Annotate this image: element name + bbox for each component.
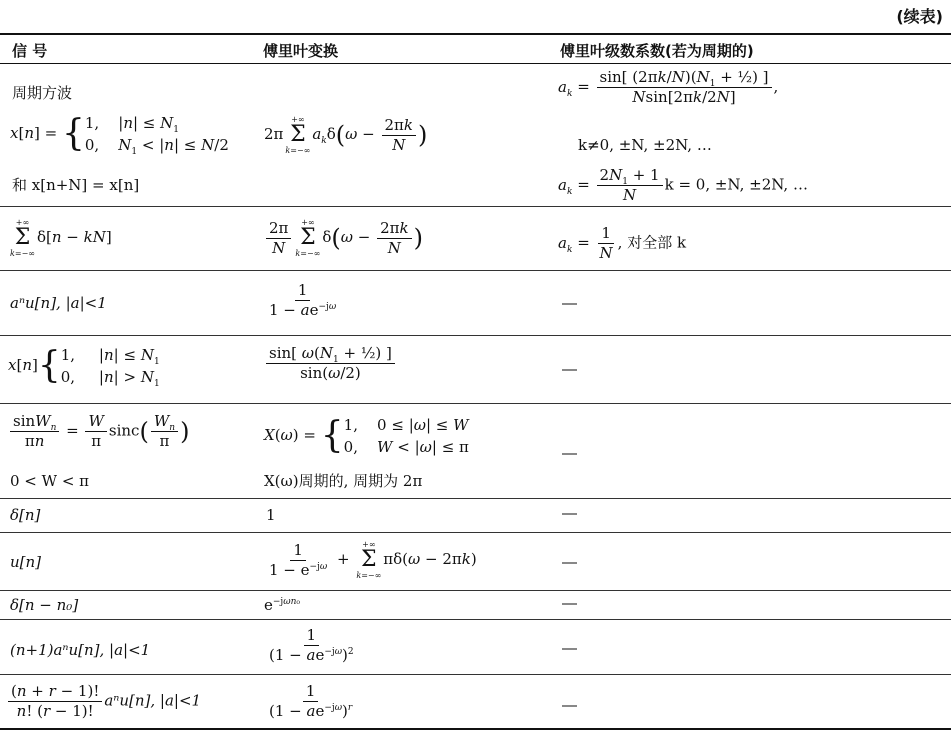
r1-fs-cond1: k≠0, ±N, ±2N, … bbox=[578, 136, 712, 154]
r8-signal: δ[n − n₀] bbox=[10, 596, 79, 614]
r5-ft-periodic: X(ω)周期的, 周期为 2π bbox=[264, 472, 423, 490]
r5-ft: X(ω) = { 1, 0 ≤ |ω| ≤ W 0, W < |ω| ≤ π bbox=[264, 414, 469, 456]
header-fourier-transform: 傅里叶变换 bbox=[263, 42, 339, 60]
r7-ft: $\frac{1}{1 - e^{-j\omega}}$ + +∞ Σ k=−∞ πδ(ω − 2πk) bbox=[269, 540, 477, 580]
table-top-rule bbox=[0, 33, 951, 35]
r5-fs: — bbox=[562, 445, 577, 462]
row-divider bbox=[0, 590, 951, 591]
r8-fs: — bbox=[562, 595, 577, 612]
table-bottom-rule bbox=[0, 728, 951, 730]
r6-signal: δ[n] bbox=[10, 506, 41, 524]
continued-label: (续表) bbox=[896, 7, 943, 26]
r9-ft: $\frac{1}{(1 - ae^{-j\omega})^2}$ bbox=[269, 626, 354, 664]
row-divider bbox=[0, 532, 951, 533]
r4-fs: — bbox=[562, 361, 577, 378]
r9-fs: — bbox=[562, 640, 577, 657]
r4-ft: $\frac{\sin[ \omega(N_1 + \frac{1}{2}) ]}{\sin(\omega/2)}$ bbox=[264, 346, 397, 381]
row-divider bbox=[0, 403, 951, 404]
r3-signal: aⁿu[n], |a|<1 bbox=[10, 294, 107, 312]
r1-fs-ak0: $a_k$ = $\frac{2N_1 + 1}{N}$ k = 0, ±N, ±2N, … bbox=[558, 166, 808, 204]
r10-signal: $\frac{(n + r - 1)!}{n! (r - 1)!}$ aⁿu[n], |a|<1 bbox=[6, 684, 201, 719]
row-divider bbox=[0, 335, 951, 336]
r7-fs: — bbox=[562, 554, 577, 571]
r7-signal: u[n] bbox=[10, 553, 42, 571]
row-divider bbox=[0, 619, 951, 620]
r1-name: 周期方波 bbox=[12, 84, 73, 102]
r10-fs: — bbox=[562, 697, 577, 714]
r2-signal: +∞ Σ k=−∞ δ[n − kN] bbox=[10, 218, 112, 258]
r3-fs: — bbox=[562, 295, 577, 312]
r3-ft: $\frac{1}{1 - ae^{-j\omega}}$ bbox=[269, 281, 337, 319]
r4-signal: x[n] { 1, $|n| \le N_1$ 0, $|n| > N_1$ bbox=[8, 344, 160, 389]
r6-fs: — bbox=[562, 505, 577, 522]
r2-fs: $a_k$ = $\frac{1}{N}$ , 对全部 k bbox=[558, 224, 687, 262]
row-divider bbox=[0, 270, 951, 271]
r10-ft: $\frac{1}{(1 - ae^{-j\omega})^r}$ bbox=[269, 682, 353, 720]
r5-signal-cond: 0 < W < π bbox=[10, 472, 90, 490]
r9-signal: (n+1)aⁿu[n], |a|<1 bbox=[10, 641, 151, 659]
header-rule bbox=[0, 63, 951, 64]
row-divider bbox=[0, 674, 951, 675]
r1-fs-cond2: k = 0, ±N, ±2N, … bbox=[664, 175, 808, 194]
r6-ft: 1 bbox=[266, 506, 276, 524]
r1-and: 和 x[n+N] = x[n] bbox=[12, 176, 140, 194]
row-divider bbox=[0, 498, 951, 499]
header-fourier-series: 傅里叶级数系数(若为周期的) bbox=[560, 42, 754, 60]
r1-fs-ak: $a_k$ = $\frac{\sin[ (2\pi k/N)(N_1 + \frac{1}{2}) ]}{Nsin[2\pi k/2N]}$ , bbox=[558, 68, 779, 106]
row-divider bbox=[0, 206, 951, 207]
r1-signal: x[n] = { 1, $|n| \le N_1$ 0, $N_1 < |n| \le N/2$ bbox=[10, 112, 229, 157]
header-signal: 信 号 bbox=[12, 42, 48, 60]
r1-ft: 2π +∞ Σ k=−∞ $a_k\delta(\omega$ − $\frac{2\pi k}{N}$ ) bbox=[264, 115, 428, 155]
r8-ft: $e^{-j\omega n_0}$ bbox=[264, 596, 300, 614]
r2-ft: $\frac{2\pi}{N}$ +∞ Σ k=−∞ δ(ω − $\frac{2\pi k}{N}$ ) bbox=[264, 218, 423, 258]
r5-signal: $\frac{\sin W_n}{\pi n}$ = $\frac{W}{\pi}$ sinc( $\frac{W_n}{\pi}$ ) bbox=[8, 414, 189, 449]
